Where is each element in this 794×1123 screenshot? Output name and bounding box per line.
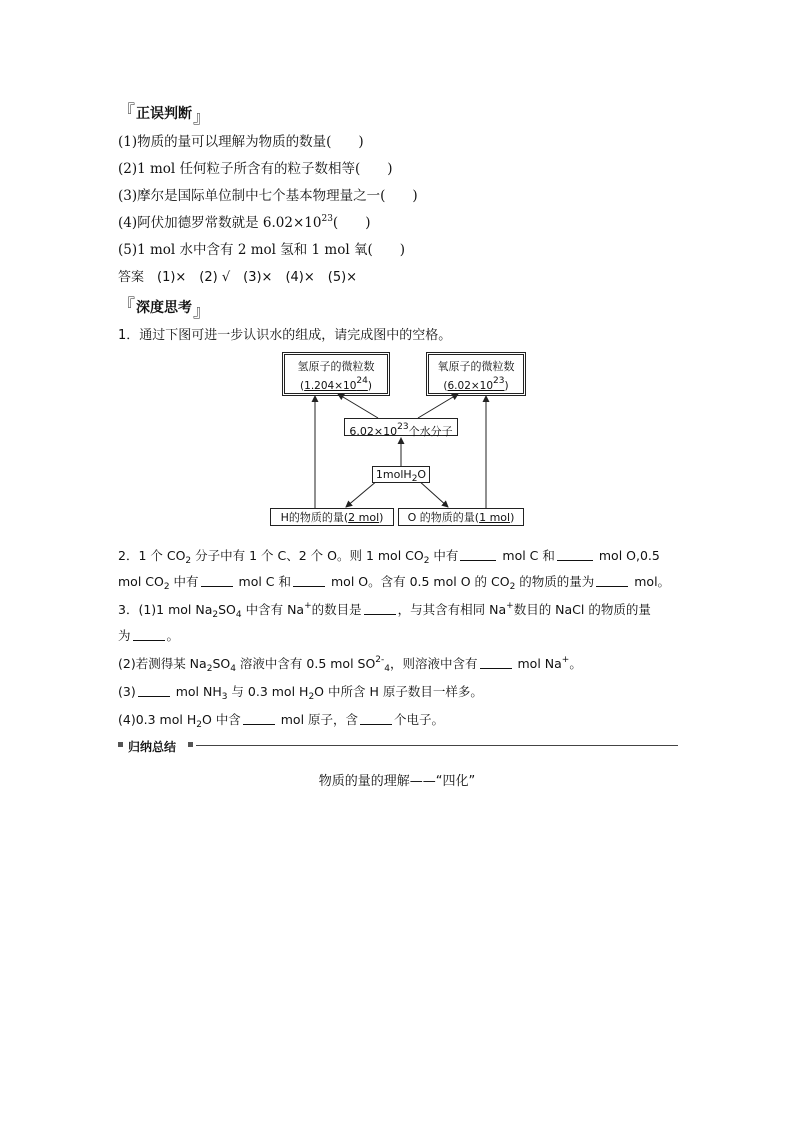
o-atoms-label: 氧原子的微粒数 — [437, 360, 515, 373]
question-3-1-line-1: 3．(1)1 mol $Na_2SO_4$ 中含有 Na+的数目是 ，与其含有相同 Na+数目的 NaCl 的物质的量 — [118, 601, 651, 620]
o-atoms-value-row: $(6.02\times 10^{23})$ — [443, 376, 509, 392]
blank — [201, 574, 233, 587]
arrow-molecules-to-o — [418, 394, 458, 418]
blank — [133, 628, 165, 641]
mol-water-box: 1molH$_2$O — [372, 466, 430, 483]
arrow-mol-to-o-mol — [418, 480, 448, 507]
bracket-left: 『 — [118, 102, 135, 122]
water-composition-diagram — [268, 350, 530, 530]
judgement-item-1: (1)物质的量可以理解为物质的数量( ) — [118, 134, 364, 150]
summary-title: 物质的量的理解——“四化” — [318, 774, 476, 789]
o-mol-value: 1 mol — [479, 511, 511, 524]
question-2-line-2: mol $CO_2$ 中有 mol C 和 mol O。含有 0.5 mol O 的 $CO_2$ 的物质的量为 mol。 — [118, 574, 671, 592]
summary-divider — [118, 738, 678, 752]
bracket-right: 』 — [193, 302, 210, 322]
molecules-box: $6.02\times 10^{23}$个水分子 — [344, 418, 458, 436]
blank — [243, 712, 275, 725]
judgement-item-2: (2)1 mol 任何粒子所含有的粒子数相等( ) — [118, 161, 393, 177]
question-3-4: (4)0.3 mol $H_2O$ 中含 mol 原子，含 个电子。 — [118, 712, 445, 730]
answer-line: 答案 (1)× (2) √ (3)× (4)× (5)× — [118, 270, 358, 285]
arrow-molecules-to-h — [338, 394, 378, 418]
section-title: 深度思考 — [136, 299, 192, 316]
item-text: (4)阿伏加德罗常数就是 6.02×10 — [118, 215, 322, 231]
judgement-item-5: (5)1 mol 水中含有 2 mol 氢和 1 mol 氧( ) — [118, 242, 405, 258]
o-mol-box: O 的物质的量(1 mol) — [398, 508, 524, 526]
h-atoms-box — [284, 354, 388, 394]
blank — [138, 684, 170, 697]
section-heading-judgement — [118, 100, 210, 128]
exponent: 23 — [321, 214, 333, 224]
o-atoms-box — [428, 354, 524, 394]
question-1: 1．通过下图可进一步认识水的组成，请完成图中的空格。 — [118, 328, 452, 343]
square-bullet-icon — [118, 742, 123, 747]
divider-line — [196, 745, 678, 746]
blank — [480, 656, 512, 669]
h-mol-value: 2 mol — [348, 511, 380, 524]
h-atoms-value: $1.204\times 10^{24}$ — [304, 376, 368, 392]
summary-label: 归纳总结 — [128, 740, 177, 754]
molecules-exponent: 23 — [397, 422, 409, 432]
item-paren: ( ) — [332, 215, 371, 231]
h-mol-box: H的物质的量(2 mol) — [270, 508, 394, 526]
judgement-item-4 — [118, 211, 370, 231]
question-3-3: (3) mol $NH_3$ 与 0.3 mol $H_2O$ 中所含 H 原子数目一样多。 — [118, 684, 483, 702]
section-heading-thinking — [118, 294, 210, 322]
h-atoms-label: 氢原子的微粒数 — [297, 360, 375, 373]
blank — [557, 548, 593, 561]
blank — [360, 712, 392, 725]
bracket-right: 』 — [193, 108, 210, 128]
o-atoms-value: $6.02\times 10^{23}$ — [447, 376, 505, 392]
question-2-line-1: 2．1 个 $CO_2$ 分子中有 1 个 C、2 个 O。则 1 mol $CO_2$ 中有 mol C 和 mol O,0.5 — [118, 548, 660, 566]
blank — [460, 548, 496, 561]
question-3-2: (2)若测得某 $Na_2SO_4$ 溶液中含有 0.5 mol $SO^{2-}_4$，则溶液中含有 mol Na+。 — [118, 655, 582, 674]
section-title: 正误判断 — [136, 105, 192, 122]
blank — [596, 574, 628, 587]
square-bullet-icon — [188, 742, 193, 747]
h-atoms-value-row: $(1.204\times 10^{24})$ — [300, 376, 372, 392]
blank — [364, 602, 396, 615]
bracket-left: 『 — [118, 296, 135, 316]
arrow-mol-to-h-mol — [346, 480, 378, 507]
judgement-item-3: (3)摩尔是国际单位制中七个基本物理量之一( ) — [118, 188, 418, 204]
question-3-1-line-2: 为 。 — [118, 628, 180, 643]
blank — [293, 574, 325, 587]
